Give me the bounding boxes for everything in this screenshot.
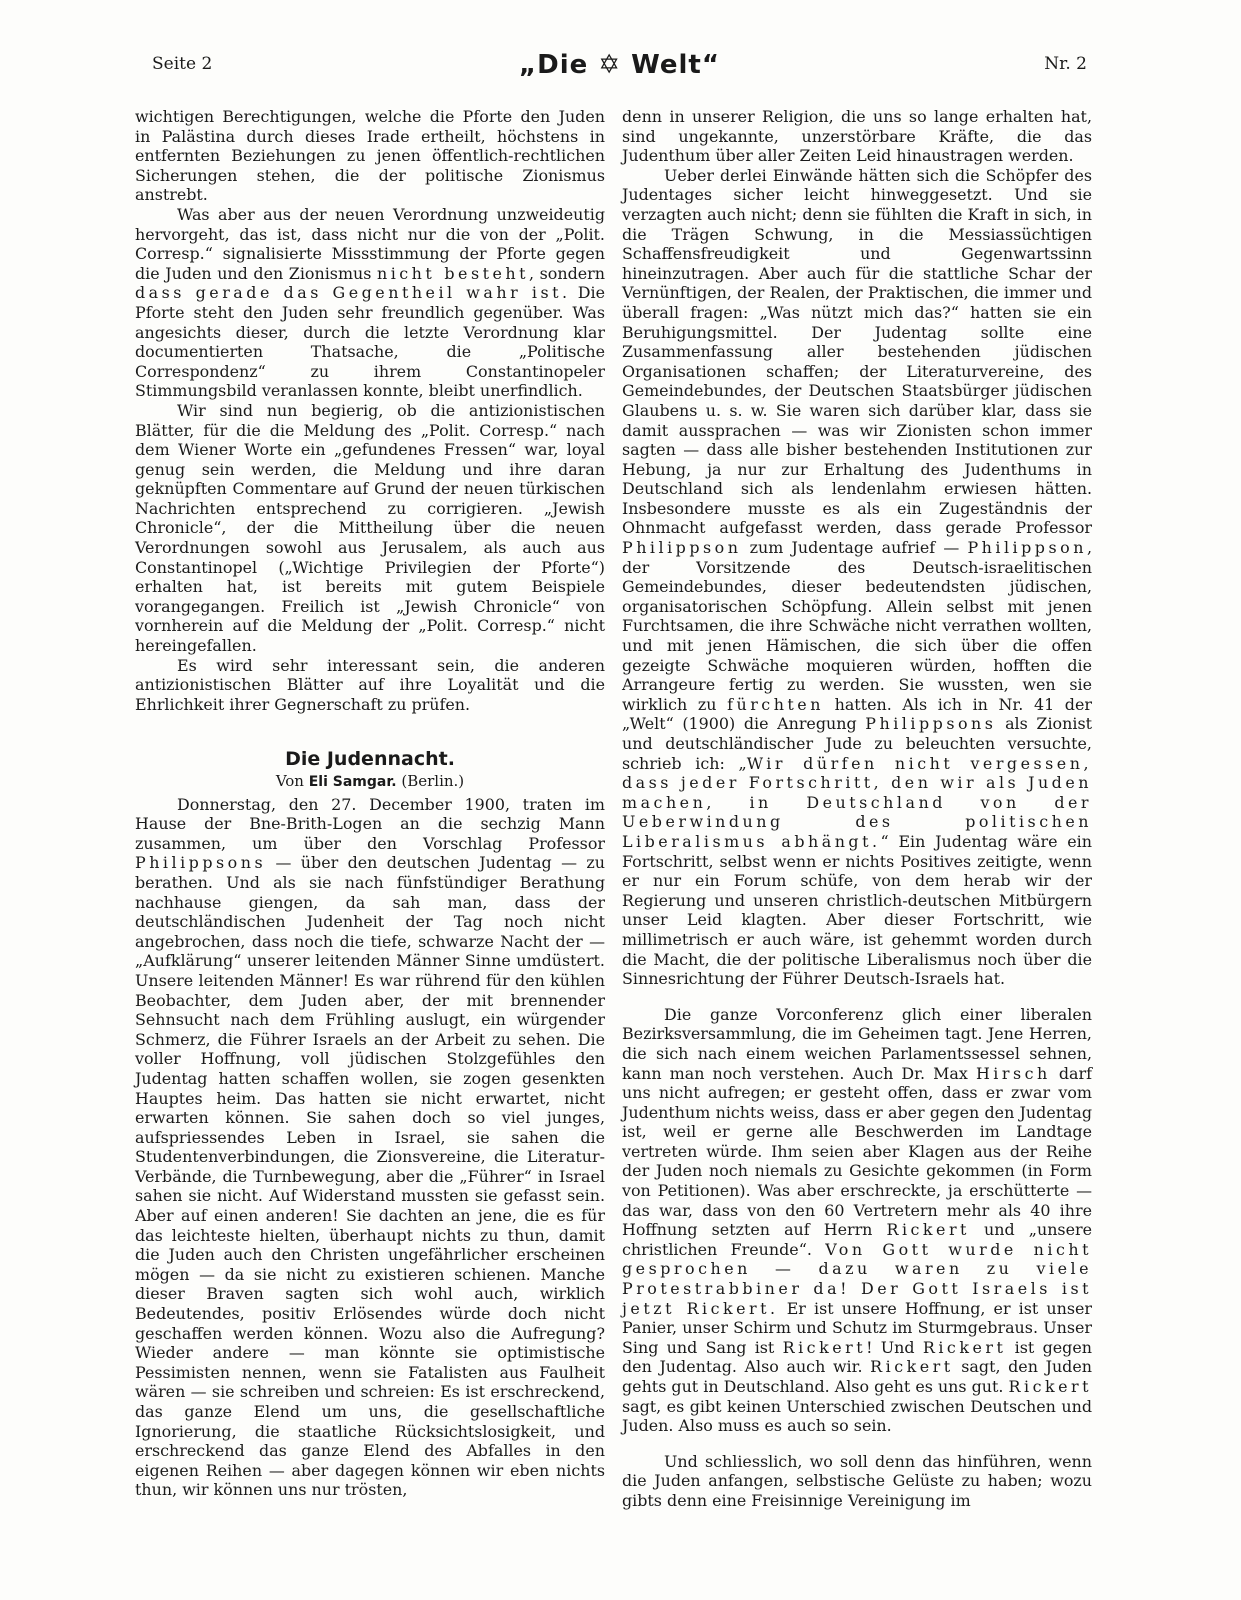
text-run: , sondern	[529, 263, 605, 283]
text-run: und „unsere christlichen Freunde“.	[622, 1220, 1092, 1259]
paragraph: denn in unserer Religion, die uns so lange erhalten hat, sind ungekannte, unzerstörbare Kräfte, die das Judenthum über aller Zeiten Leid hinaustragen werden.	[622, 107, 1092, 166]
right-column	[622, 107, 1092, 1511]
text-run: “ Ein Judentag wäre ein Fortschritt, selbst wenn er nichts Positives zeitigte, wenn er nur ein Forum schüfe, von dem herab wir der Regierung und unseren christlich-deutschen Mitbürgern unser Leid klagten. Aber dieser Fortschritt, wie millimetrisch er auch wäre, ist gehemmt worden durch die Macht, die der politische Liberalismus noch über die Sinnesrichtung der Führer Deutsch-Israels hat.	[622, 831, 1092, 989]
article-title: Die Judennacht.	[285, 748, 455, 771]
byline-location: (Berlin.)	[396, 772, 465, 790]
masthead-title: „Die ✡ Welt“	[519, 50, 720, 80]
emphasis-text: Rickert	[922, 1337, 1007, 1357]
emphasis-text: Von Gott wurde nicht gesprochen — dazu waren zu viele Protestrabbiner da! Der Gott Israels ist jetzt Rickert.	[622, 1239, 1092, 1318]
text-run: ist gegen den Judentag. Also auch wir.	[622, 1337, 1092, 1377]
emphasis-text: Hirsch	[975, 1063, 1051, 1083]
article-byline	[135, 772, 605, 793]
emphasis-text: Rickert	[886, 1220, 970, 1240]
emphasis-text: Rickert	[1008, 1377, 1092, 1396]
byline-author: Eli Samgar.	[308, 774, 397, 790]
page-number: Seite 2	[152, 54, 213, 74]
emphasis-text: fürchten	[727, 694, 824, 714]
left-column	[135, 107, 605, 1500]
text-run: zum Judentage aufrief —	[741, 538, 968, 558]
text-run: darf uns nicht aufregen; er gesteht offen, dass er zwar vom Judenthum nichts weiss, dass er aber gegen den Judentag ist, weil er gerne alle Beschwerden im Landtage vertreten würde. Ihm seien aber Klagen aus der Reihe der Juden noch niemals zu Gesichte gekommen (in Form von Petitionen). Was aber erschreckte, ja erschütterte — das war, dass von den 60 Vertretern mehr als 40 ihre Hoffnung setzten auf Herrn	[622, 1063, 1092, 1240]
text-run: Was aber aus der neuen Verordnung unzweideutig hervorgeht, das ist, dass nicht nur die von der „Polit. Corresp.“ signalisierte Missstimmung der Pforte gegen die Juden und den Zionismus	[135, 204, 605, 283]
text-run: Ueber derlei Einwände hätten sich die Schöpfer des Judentages sicher leicht hinweggesetzt. Und sie verzagten auch nicht; denn sie fühlten die Kraft in sich, in die Trägen Schwung, in die Messiassüchtigen Schaffensfreudigkeit und Gegenwartssinn hineinzutragen. Aber auch für die stattliche Schar der Vernünftigen, der Realen, der Praktischen, die immer und überall fragen: „Was nützt mich das?“ hatten sie ein Beruhigungsmittel. Der Judentag sollte eine Zusammenfassung aller bestehenden jüdischen Organisationen schaffen; der Literaturvereine, des Gemeindebundes, der Deutschen Staatsbürger jüdischen Glaubens u. s. w. Sie waren sich darüber klar, dass sie damit aussprachen — was wir Zionisten schon immer sagten — dass alle bisher bestehenden Institutionen zur Hebung, ja nur zur Erhaltung des Judenthums in Deutschland sich als lendenlahm erwiesen hätten. Insbesondere musste es als ein Zugeständnis der Ohnmacht aufgefasst werden, dass gerade Professor	[622, 165, 1092, 538]
text-run: , der Vorsitzende des Deutsch-israelitischen Gemeindebundes, dieser bedeutendsten jüdischen, organisatorischen Schöpfung. Allein selbst mit jenen Furchtsamen, die ihre Schwäche nicht verrathen wollten, und mit jenen Hämischen, die sich über die offen gezeigte Schwäche moquieren würden, hofften die Arrangeure fertig zu werden. Sie wussten, wen sie wirklich zu	[622, 538, 1092, 714]
emphasis-text: Wir dürfen nicht vergessen, dass jeder Fortschritt, den wir als Juden machen, in Deutschland von der Ueberwindung des politischen Liberalismus abhängt.	[622, 753, 1092, 851]
text-run: sagt, den Juden gehts gut in Deutschland. Also geht es uns gut.	[622, 1357, 1092, 1396]
emphasis-text: Rickert	[782, 1337, 867, 1357]
text-run: Die ganze Vorconferenz glich einer liberalen Bezirksversammlung, die im Geheimen tagt. Jene Herren, die sich nach einem weichen Parlamentssessel sehnen, kann man noch verstehen. Auch Dr. Max	[622, 1004, 1092, 1083]
text-run: Donnerstag, den 27. December 1900, traten im Hause der Bne-Brith-Logen an die sechzig Mann zusammen, um über den Vorschlag Professor	[135, 794, 605, 853]
paragraph	[135, 795, 605, 1500]
text-run: Die Pforte steht den Juden sehr freundlich gegenüber. Was angesichts dieser, durch die letzte Verordnung klar documentierten Thatsache, die „Politische Correspondenz“ zu ihrem Constantinopeler Stimmungsbild veranlassen konnte, bleibt unerfindlich.	[135, 283, 605, 401]
emphasis-text: Philippson	[967, 538, 1087, 558]
paragraph: Es wird sehr interessant sein, die anderen antizionistischen Blätter auf ihre Loyalität und die Ehrlichkeit ihrer Gegnerschaft zu prüfen.	[135, 655, 605, 714]
page-header	[152, 48, 1087, 88]
text-run: — über den deutschen Judentag — zu berathen. Und als sie nach fünfstündiger Berathung nachhause giengen, da sah man, dass der deutschländischen Judenheit der Tag noch nicht angebrochen, dass noch die tiefe, schwarze Nacht der — „Aufklärung“ unserer leitenden Männer Sinne umdüstert. Unsere leitenden Männer! Es war rührend für den kühlen Beobachter, dem Juden aber, der mit brennender Sehnsucht nach dem Frühling auslugt, ein würgender Schmerz, die Führer Israels an der Arbeit zu sehen. Die voller Hoffnung, voll jüdischen Stolzgefühles den Judentag hatten schaffen wollen, sie zogen gesenkten Hauptes heim. Das hatten sie nicht erwartet, nicht erwarten können. Sie sahen doch so viel junges, aufspriessendes Leben in Israel, sie sahen die Studentenverbindungen, die Zionsvereine, die Literatur-Verbände, die Turnbewegung, aber die „Führer“ in Israel sahen sie nicht. Auf Widerstand mussten sie gefasst sein. Aber auf einen anderen! Sie dachten an jene, die es für das leichteste hielten, überhaupt nichts zu thun, damit die Juden auch den Christen ungefährlicher erscheinen mögen — da sie nicht zu existieren schienen. Manche dieser Braven sagten sich wohl auch, wirklich Bedeutendes, positiv Erlösendes würde doch nicht geschaffen werden können. Wozu also die Aufregung? Wieder andere — man könnte sie optimistische Pessimisten nennen, wenn sie Fatalisten aus Faulheit wären — sie schreiben und schreien: Es ist erschreckend, das ganze Elend um uns, die gesellschaftliche Ignorierung, die staatliche Rücksichtslosigkeit, und erschreckend das ganze Elend des Abfalles in den eigenen Reihen — aber dagegen können wir eben nichts thun, wir können uns nur trösten,	[135, 853, 605, 1500]
text-run: ! Und	[866, 1337, 923, 1357]
paragraph: wichtigen Berechtigungen, welche die Pforte den Juden in Palästina durch dieses Irade ertheilt, höchstens in entfernten Beziehungen zu jenen öffentlich-rechtlichen Sicherungen stehen, die der politische Zionismus anstrebt.	[135, 107, 605, 205]
paragraph	[622, 1005, 1092, 1436]
paragraph	[622, 166, 1092, 989]
byline-prefix: Von	[275, 772, 309, 790]
paragraph	[135, 205, 605, 401]
emphasis-text: nicht besteht	[376, 263, 530, 283]
emphasis-text: Philippsons	[865, 714, 997, 734]
text-run: hatten. Als ich in Nr. 41 der „Welt“ (1900) die Anregung	[622, 694, 1092, 734]
text-run: sagt, es gibt keinen Unterschied zwischen Deutschen und Juden. Also muss es auch so sein.	[622, 1396, 1092, 1436]
paragraph: Und schliesslich, wo soll denn das hinführen, wenn die Juden anfangen, selbstische Gelüste zu haben; wozu gibts denn eine Freisinnige Vereinigung im	[622, 1451, 1092, 1510]
emphasis-text: Philippsons	[135, 853, 267, 873]
text-run: als Zionist und deutschländischer Jude zu beleuchten versuchte, schrieb ich: „	[622, 714, 1092, 773]
text-run: Er ist unsere Hoffnung, er ist unser Panier, unser Schirm und Schutz im Sturmgebraus. Unser Sing und Sang ist	[622, 1298, 1092, 1357]
emphasis-text: dass gerade das Gegentheil wahr ist.	[135, 283, 571, 303]
issue-number: Nr. 2	[1044, 54, 1087, 74]
emphasis-text: Rickert	[870, 1357, 954, 1377]
paragraph: Wir sind nun begierig, ob die antizionistischen Blätter, für die die Meldung des „Polit. Corresp.“ nach dem Wiener Worte ein „gefundenes Fressen“ war, loyal genug sein werden, die Meldung und ihre daran geknüpften Commentare auf Grund der neuen türkischen Nachrichten entsprechend zu corrigieren. „Jewish Chronicle“, der die Mittheilung über die neuen Verordnungen sowohl aus Jerusalem, als auch aus Constantinopel („Wichtige Privilegien der Pforte“) erhalten hat, ist bereits mit gutem Beispiele vorangegangen. Freilich ist „Jewish Chronicle“ von vornherein auf die Meldung der „Polit. Corresp.“ nicht hereingefallen.	[135, 400, 605, 656]
emphasis-text: Philippson	[622, 538, 742, 558]
